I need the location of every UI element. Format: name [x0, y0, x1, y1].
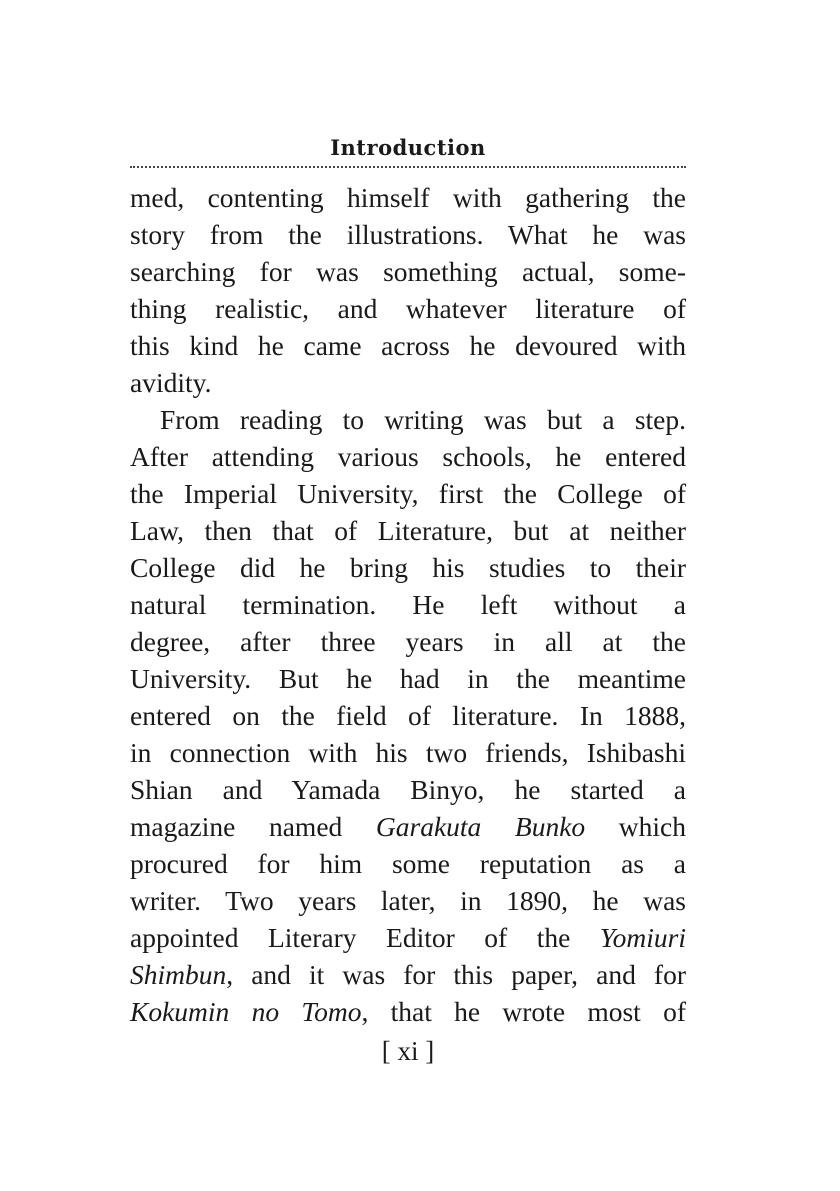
text-line: Law, then that of Literature, but at neither — [130, 515, 686, 546]
text-line: entered on the field of literature. In 1888, — [130, 700, 686, 731]
text-line: thing realistic, and whatever literature of — [130, 293, 686, 324]
text-line: degree, after three years in all at the — [130, 626, 686, 657]
text-line: procured for him some reputation as a — [130, 848, 686, 879]
text-line: Shian and Yamada Binyo, he started a — [130, 774, 686, 805]
text-line: searching for was something actual, some- — [130, 256, 686, 287]
text-line: this kind he came across he devoured with — [130, 330, 686, 361]
text-line-paragraph-end: avidity. — [130, 367, 212, 398]
text-line: story from the illustrations. What he was — [130, 219, 686, 250]
text-line: natural termination. He left without a — [130, 589, 686, 620]
text-run: appointed Literary Editor of the — [130, 922, 600, 953]
header-dotted-rule — [130, 166, 686, 168]
text-run: , that he wrote most of — [361, 996, 686, 1027]
text-line: med, contenting himself with gathering the — [130, 182, 686, 213]
text-run: magazine named — [130, 811, 376, 842]
page-number: [ xi ] — [381, 1036, 435, 1066]
italic-title-kokumin-no-tomo: Kokumin no Tomo — [130, 996, 362, 1027]
text-line: College did he bring his studies to their — [130, 552, 686, 583]
text-run: which — [585, 811, 686, 842]
text-line — [130, 919, 686, 956]
text-run: , and it was for this paper, and for — [226, 959, 686, 990]
body-text — [130, 179, 686, 1030]
text-line — [130, 993, 686, 1030]
text-line: in connection with his two friends, Ishibashi — [130, 737, 686, 768]
italic-title-yomiuri: Yomiuri — [599, 922, 686, 953]
text-line — [130, 956, 686, 993]
running-head-title: Introduction — [330, 135, 486, 160]
text-line — [130, 808, 686, 845]
text-line-paragraph-start: From reading to writing was but a step. — [160, 404, 686, 435]
text-line: the Imperial University, first the College of — [130, 478, 686, 509]
italic-title-garakuta-bunko: Garakuta Bunko — [375, 811, 586, 842]
text-line: After attending various schools, he entered — [130, 441, 686, 472]
italic-title-shimbun: Shimbun — [130, 959, 227, 990]
text-line: writer. Two years later, in 1890, he was — [130, 885, 686, 916]
text-line: University. But he had in the meantime — [130, 663, 686, 694]
